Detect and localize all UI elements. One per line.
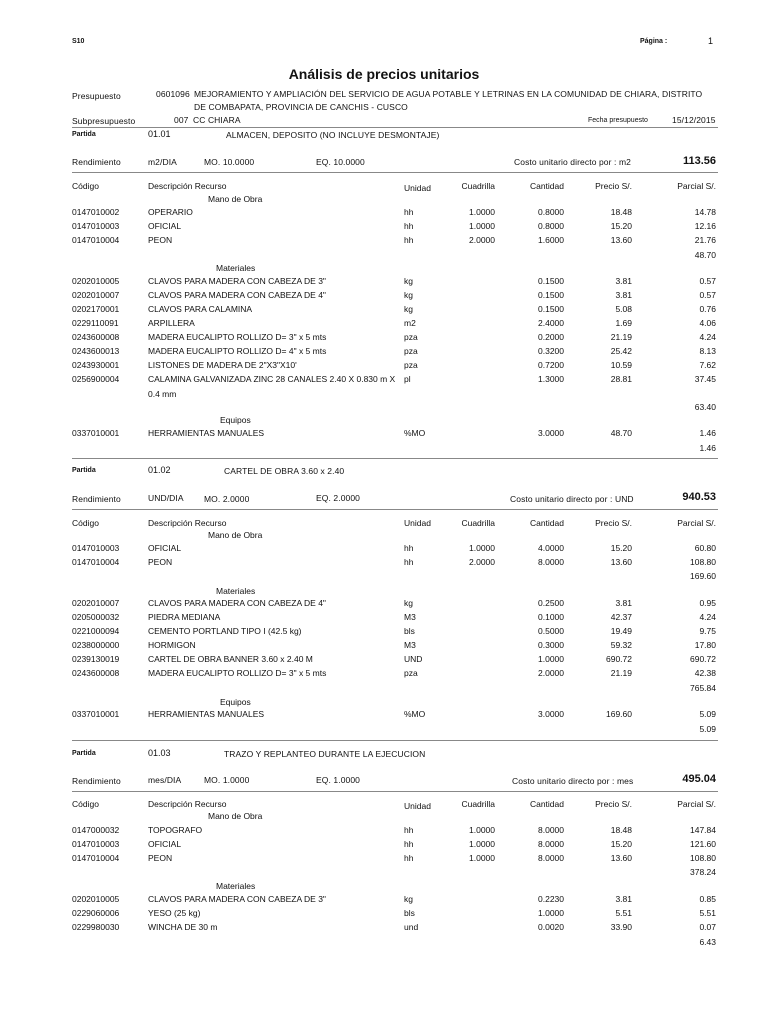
table-row: 0147010002 OPERARIO hh 1.0000 0.8000 18.48 14.78 xyxy=(72,207,716,217)
presupuesto-code: 0601096 xyxy=(156,89,190,99)
costo-label: Costo unitario directo por : m2 xyxy=(514,157,631,167)
partida-name: CARTEL DE OBRA 3.60 x 2.40 xyxy=(224,466,345,476)
rendimiento-label: Rendimiento xyxy=(72,157,121,167)
table-row: 0147010003 OFICIAL hh 1.0000 8.0000 15.20 121.60 xyxy=(72,839,716,849)
mo-value: MO. 2.0000 xyxy=(204,494,250,504)
partida-label: Partida xyxy=(72,467,96,474)
column-header-row xyxy=(0,181,768,193)
table-row: 0205000032 PIEDRA MEDIANA M3 0.1000 42.37 4.24 xyxy=(72,612,716,622)
partida-number: 01.02 xyxy=(148,465,171,475)
costo-value: 113.56 xyxy=(682,155,716,167)
table-row: 0147010004 PEON hh 1.0000 8.0000 13.60 108.80 xyxy=(72,853,716,863)
subpresupuesto-label: Subpresupuesto xyxy=(72,116,136,126)
table-row: 0147000032 TOPOGRAFO hh 1.0000 8.0000 18.48 147.84 xyxy=(72,825,716,835)
page-title: Análisis de precios unitarios xyxy=(288,66,480,82)
col-codigo: Código xyxy=(72,181,99,191)
rendimiento-unit: mes/DIA xyxy=(148,775,182,785)
table-row: 0147010003 OFICIAL hh 1.0000 0.8000 15.20 12.16 xyxy=(72,221,716,231)
divider xyxy=(72,172,718,173)
subtotal-materiales: 63.40 xyxy=(694,402,716,412)
divider xyxy=(72,509,718,510)
col-parcial: Parcial S/. xyxy=(677,181,716,191)
presupuesto-label: Presupuesto xyxy=(72,91,121,101)
partida-label: Partida xyxy=(72,131,96,138)
subtotal-mano-obra: 378.24 xyxy=(690,867,716,877)
partida-number: 01.01 xyxy=(148,129,171,139)
table-row: 0147010004 PEON hh 2.0000 8.0000 13.60 108.80 xyxy=(72,557,716,567)
group-equipos: Equipos xyxy=(220,415,251,425)
table-row: 0229060006 YESO (25 kg) bls 1.0000 5.51 5.51 xyxy=(72,908,716,918)
table-row: 0147010003 OFICIAL hh 1.0000 4.0000 15.20 60.80 xyxy=(72,543,716,553)
fecha-label: Fecha presupuesto xyxy=(588,117,648,124)
subtotal-materiales: 765.84 xyxy=(690,683,716,693)
rendimiento-label: Rendimiento xyxy=(72,776,121,786)
table-row: 0239130019 CARTEL DE OBRA BANNER 3.60 x 2.40 M UND 1.0000 690.72 690.72 xyxy=(72,654,716,664)
table-row: 0243600013 MADERA EUCALIPTO ROLLIZO D= 4" x 5 mts pza 0.3200 25.42 8.13 xyxy=(72,346,716,356)
mo-value: MO. 10.0000 xyxy=(204,157,255,167)
partida-name: TRAZO Y REPLANTEO DURANTE LA EJECUCION xyxy=(224,749,426,759)
presupuesto-name-line1: MEJORAMIENTO Y AMPLIACIÓN DEL SERVICIO DE AGUA POTABLE Y LETRINAS EN LA COMUNIDAD DE CHIARA, DISTRITO xyxy=(194,89,703,99)
subpresupuesto-name: CC CHIARA xyxy=(193,115,241,125)
costo-label: Costo unitario directo por : mes xyxy=(512,776,634,786)
table-row: 0238000000 HORMIGON M3 0.3000 59.32 17.80 xyxy=(72,640,716,650)
report-code: S10 xyxy=(72,38,85,45)
partida-label: Partida xyxy=(72,750,96,757)
subtotal-equipos: 5.09 xyxy=(699,724,716,734)
rendimiento-label: Rendimiento xyxy=(72,494,121,504)
divider xyxy=(72,458,718,459)
col-descripcion: Descripción Recurso xyxy=(148,181,227,191)
subtotal-mano-obra: 169.60 xyxy=(690,571,716,581)
eq-value: EQ. 2.0000 xyxy=(316,493,361,503)
subtotal-materiales: 6.43 xyxy=(699,937,716,947)
column-header-row: Código Descripción Recurso Unidad Cuadrilla Cantidad Precio S/. Parcial S/. xyxy=(72,518,716,528)
costo-value: 940.53 xyxy=(682,491,716,503)
group-mano-obra: Mano de Obra xyxy=(208,530,263,540)
rendimiento-unit: UND/DIA xyxy=(148,493,184,503)
table-row: 0202170001 CLAVOS PARA CALAMINA kg 0.1500 5.08 0.76 xyxy=(72,304,716,314)
col-precio: Precio S/. xyxy=(595,181,632,191)
table-row: 0202010005 CLAVOS PARA MADERA CON CABEZA DE 3" kg 0.2230 3.81 0.85 xyxy=(72,894,716,904)
divider xyxy=(72,791,718,792)
table-row: 0202010007 CLAVOS PARA MADERA CON CABEZA DE 4" kg 0.2500 3.81 0.95 xyxy=(72,598,716,608)
column-header-row: Código Descripción Recurso Unidad Cuadrilla Cantidad Precio S/. Parcial S/. xyxy=(72,799,716,811)
table-row: 0337010001 HERRAMIENTAS MANUALES %MO 3.0000 48.70 1.46 xyxy=(72,428,716,438)
group-equipos: Equipos xyxy=(220,697,251,707)
costo-label: Costo unitario directo por : UND xyxy=(510,494,634,504)
fecha-value: 15/12/2015 xyxy=(672,115,716,125)
table-row: 0243600008 MADERA EUCALIPTO ROLLIZO D= 3" x 5 mts pza 0.2000 21.19 4.24 xyxy=(72,332,716,342)
divider xyxy=(72,740,718,741)
table-row: 0243930001 LISTONES DE MADERA DE 2"X3"X10' pza 0.7200 10.59 7.62 xyxy=(72,360,716,370)
presupuesto-name-line2: DE COMBAPATA, PROVINCIA DE CANCHIS - CUSCO xyxy=(194,102,408,112)
table-row: 0221000094 CEMENTO PORTLAND TIPO I (42.5 kg) bls 0.5000 19.49 9.75 xyxy=(72,626,716,636)
subtotal-equipos: 1.46 xyxy=(699,443,716,453)
table-row: 0256900004 CALAMINA GALVANIZADA ZINC 28 CANALES 2.40 X 0.830 m X pl 1.3000 28.81 37.45 xyxy=(72,374,716,384)
table-row: 0229980030 WINCHA DE 30 m und 0.0020 33.90 0.07 xyxy=(72,922,716,932)
table-row: 0147010004 PEON hh 2.0000 1.6000 13.60 21.76 xyxy=(72,235,716,245)
subpresupuesto-code: 007 xyxy=(174,115,189,125)
group-materiales: Materiales xyxy=(216,263,256,273)
table-row: 0229110091 ARPILLERA m2 2.4000 1.69 4.06 xyxy=(72,318,716,328)
costo-value: 495.04 xyxy=(682,773,716,785)
table-row: 0202010007 CLAVOS PARA MADERA CON CABEZA DE 4" kg 0.1500 3.81 0.57 xyxy=(72,290,716,300)
table-row: 0337010001 HERRAMIENTAS MANUALES %MO 3.0000 169.60 5.09 xyxy=(72,709,716,719)
subtotal-mano-obra: 48.70 xyxy=(694,250,716,260)
eq-value: EQ. 10.0000 xyxy=(316,157,365,167)
mo-value: MO. 1.0000 xyxy=(204,775,250,785)
page-label: Página : xyxy=(640,38,668,45)
col-unidad: Unidad xyxy=(404,183,431,193)
page-number: 1 xyxy=(708,36,714,46)
group-materiales: Materiales xyxy=(216,881,256,891)
table-row: 0202010005 CLAVOS PARA MADERA CON CABEZA DE 3" kg 0.1500 3.81 0.57 xyxy=(72,276,716,286)
group-mano-obra: Mano de Obra xyxy=(208,811,263,821)
group-materiales: Materiales xyxy=(216,586,256,596)
eq-value: EQ. 1.0000 xyxy=(316,775,361,785)
row-desc-continuation: 0.4 mm xyxy=(148,389,177,399)
table-row: 0243600008 MADERA EUCALIPTO ROLLIZO D= 3" x 5 mts pza 2.0000 21.19 42.38 xyxy=(72,668,716,678)
divider xyxy=(72,127,718,128)
col-cuadrilla: Cuadrilla xyxy=(461,181,495,191)
partida-name: ALMACEN, DEPOSITO (NO INCLUYE DESMONTAJE) xyxy=(226,130,440,140)
group-mano-obra: Mano de Obra xyxy=(208,194,263,204)
partida-number: 01.03 xyxy=(148,748,171,758)
rendimiento-unit: m2/DIA xyxy=(148,157,177,167)
col-cantidad: Cantidad xyxy=(529,181,564,191)
